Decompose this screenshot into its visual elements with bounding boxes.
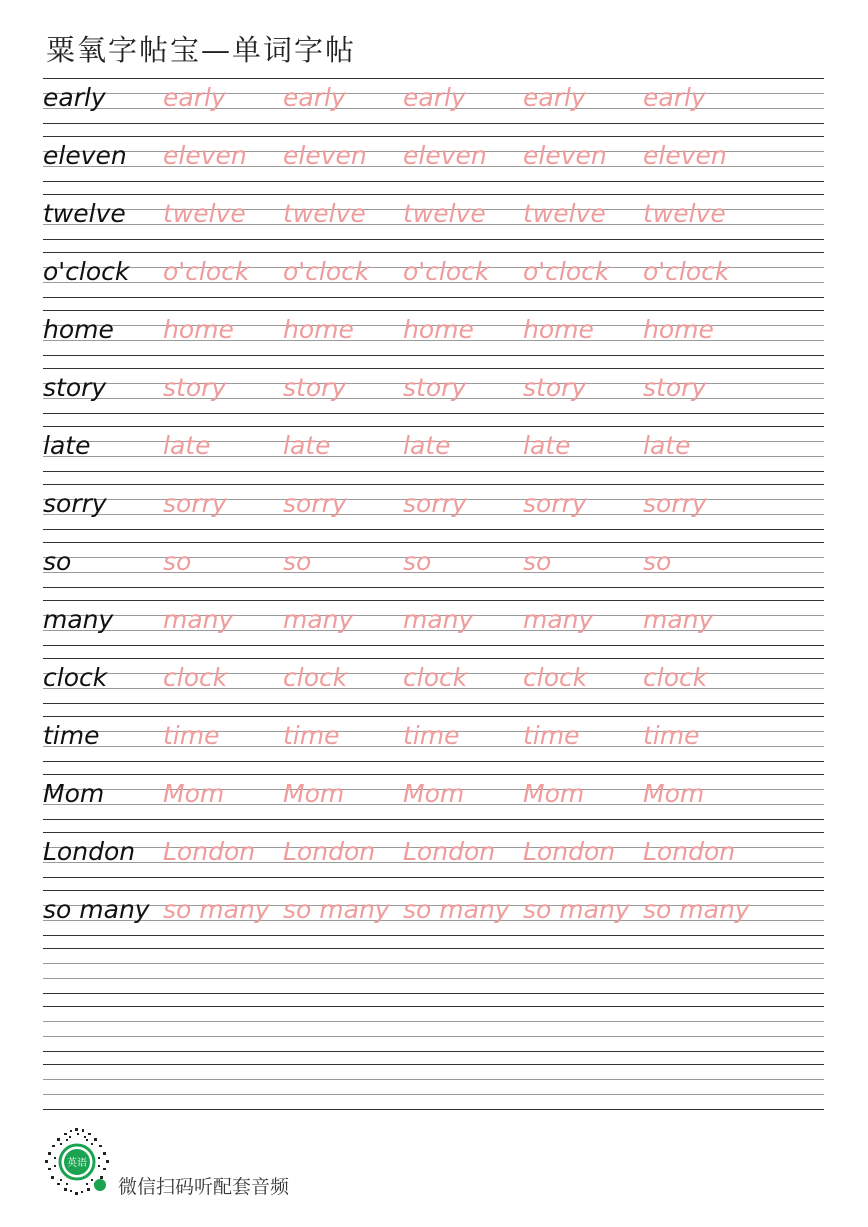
trace-word: story (643, 373, 707, 402)
ruling-line (43, 181, 824, 182)
trace-word: twelve (403, 199, 486, 228)
model-word: so many (43, 895, 150, 924)
trace-word: o'clock (283, 257, 370, 286)
model-word: many (43, 605, 114, 634)
model-word: Mom (43, 779, 105, 808)
ruling-line (43, 948, 824, 949)
trace-word: so many (403, 895, 510, 924)
ruling-line (43, 194, 824, 195)
trace-word: early (403, 83, 466, 112)
ruling-line (43, 832, 824, 833)
practice-row (43, 658, 824, 716)
trace-word: so many (163, 895, 270, 924)
ruling-line (43, 239, 824, 240)
trace-word: time (283, 721, 340, 750)
qr-code-icon (42, 1127, 112, 1197)
trace-word: story (523, 373, 587, 402)
svg-text:英语: 英语 (67, 1158, 87, 1169)
ruling-line (43, 252, 824, 253)
practice-row (43, 252, 824, 310)
trace-word: Mom (283, 779, 345, 808)
handwriting-sheet (43, 78, 824, 1122)
trace-word: so (523, 547, 552, 576)
ruling-line (43, 1036, 824, 1037)
ruling-line (43, 572, 824, 573)
trace-word: so many (523, 895, 630, 924)
trace-word: London (403, 837, 496, 866)
practice-row (43, 310, 824, 368)
trace-word: o'clock (163, 257, 250, 286)
ruling-line (43, 471, 824, 472)
practice-row (43, 774, 824, 832)
trace-word: time (643, 721, 700, 750)
trace-word: so (163, 547, 192, 576)
practice-row (43, 194, 824, 252)
trace-word: story (163, 373, 227, 402)
trace-word: sorry (283, 489, 347, 518)
trace-word: London (163, 837, 256, 866)
trace-word: o'clock (643, 257, 730, 286)
trace-word: twelve (643, 199, 726, 228)
trace-word: many (403, 605, 474, 634)
trace-word: early (163, 83, 226, 112)
ruling-line (43, 297, 824, 298)
ruling-line (43, 529, 824, 530)
trace-word: late (523, 431, 571, 460)
trace-word: many (643, 605, 714, 634)
trace-word: Mom (643, 779, 705, 808)
ruling-line (43, 761, 824, 762)
ruling-line (43, 587, 824, 588)
practice-row (43, 484, 824, 542)
trace-word: late (163, 431, 211, 460)
trace-word: home (523, 315, 594, 344)
ruling-line (43, 1051, 824, 1052)
blank-practice-row (43, 1006, 824, 1064)
ruling-line (43, 310, 824, 311)
practice-row (43, 600, 824, 658)
trace-word: clock (403, 663, 468, 692)
trace-word: time (403, 721, 460, 750)
trace-word: many (523, 605, 594, 634)
model-word: clock (43, 663, 108, 692)
ruling-line (43, 355, 824, 356)
ruling-line (43, 993, 824, 994)
ruling-line (43, 413, 824, 414)
trace-word: early (643, 83, 706, 112)
model-word: so (43, 547, 72, 576)
trace-word: clock (643, 663, 708, 692)
ruling-line (43, 600, 824, 601)
trace-word: clock (523, 663, 588, 692)
trace-word: eleven (283, 141, 367, 170)
trace-word: so (643, 547, 672, 576)
trace-word: eleven (403, 141, 487, 170)
ruling-line (43, 484, 824, 485)
practice-row (43, 890, 824, 948)
trace-word: time (523, 721, 580, 750)
trace-word: early (283, 83, 346, 112)
ruling-line (43, 935, 824, 936)
ruling-line (43, 963, 824, 964)
trace-word: so (283, 547, 312, 576)
trace-word: home (643, 315, 714, 344)
trace-word: London (283, 837, 376, 866)
model-word: home (43, 315, 114, 344)
trace-word: time (163, 721, 220, 750)
trace-word: late (643, 431, 691, 460)
ruling-line (43, 716, 824, 717)
trace-word: o'clock (403, 257, 490, 286)
trace-word: late (403, 431, 451, 460)
ruling-line (43, 819, 824, 820)
trace-word: home (163, 315, 234, 344)
ruling-line (43, 877, 824, 878)
ruling-line (43, 774, 824, 775)
ruling-line (43, 426, 824, 427)
trace-word: clock (283, 663, 348, 692)
trace-word: home (283, 315, 354, 344)
trace-word: sorry (523, 489, 587, 518)
trace-word: o'clock (523, 257, 610, 286)
trace-word: so many (283, 895, 390, 924)
ruling-line (43, 368, 824, 369)
ruling-line (43, 1006, 824, 1007)
model-word: o'clock (43, 257, 130, 286)
practice-row (43, 368, 824, 426)
trace-word: twelve (163, 199, 246, 228)
ruling-line (43, 645, 824, 646)
blank-practice-row (43, 948, 824, 1006)
trace-word: many (163, 605, 234, 634)
trace-word: so many (643, 895, 750, 924)
page-title: 粟氧字帖宝—单词字帖 (46, 33, 357, 67)
trace-word: twelve (283, 199, 366, 228)
ruling-line (43, 1094, 824, 1095)
trace-word: early (523, 83, 586, 112)
model-word: sorry (43, 489, 107, 518)
practice-row (43, 426, 824, 484)
ruling-line (43, 1079, 824, 1080)
model-word: time (43, 721, 100, 750)
model-word: early (43, 83, 106, 112)
ruling-line (43, 136, 824, 137)
trace-word: Mom (403, 779, 465, 808)
ruling-line (43, 890, 824, 891)
blank-practice-row (43, 1064, 824, 1122)
ruling-line (43, 557, 824, 558)
trace-word: eleven (643, 141, 727, 170)
ruling-line (43, 1021, 824, 1022)
trace-word: so (403, 547, 432, 576)
model-word: twelve (43, 199, 126, 228)
ruling-line (43, 123, 824, 124)
practice-row (43, 78, 824, 136)
trace-word: sorry (163, 489, 227, 518)
practice-row (43, 542, 824, 600)
ruling-line (43, 1064, 824, 1065)
footer-caption: 微信扫码听配套音频 (118, 1176, 290, 1198)
ruling-line (43, 978, 824, 979)
ruling-line (43, 1109, 824, 1110)
trace-word: late (283, 431, 331, 460)
model-word: late (43, 431, 91, 460)
trace-word: sorry (643, 489, 707, 518)
trace-word: Mom (163, 779, 225, 808)
trace-word: London (643, 837, 736, 866)
ruling-line (43, 542, 824, 543)
model-word: eleven (43, 141, 127, 170)
trace-word: Mom (523, 779, 585, 808)
practice-row (43, 832, 824, 890)
trace-word: many (283, 605, 354, 634)
trace-word: story (283, 373, 347, 402)
practice-row (43, 716, 824, 774)
trace-word: London (523, 837, 616, 866)
trace-word: clock (163, 663, 228, 692)
trace-word: sorry (403, 489, 467, 518)
practice-row (43, 136, 824, 194)
model-word: London (43, 837, 136, 866)
model-word: story (43, 373, 107, 402)
trace-word: home (403, 315, 474, 344)
trace-word: story (403, 373, 467, 402)
ruling-line (43, 658, 824, 659)
trace-word: eleven (163, 141, 247, 170)
ruling-line (43, 703, 824, 704)
trace-word: twelve (523, 199, 606, 228)
ruling-line (43, 78, 824, 79)
trace-word: eleven (523, 141, 607, 170)
